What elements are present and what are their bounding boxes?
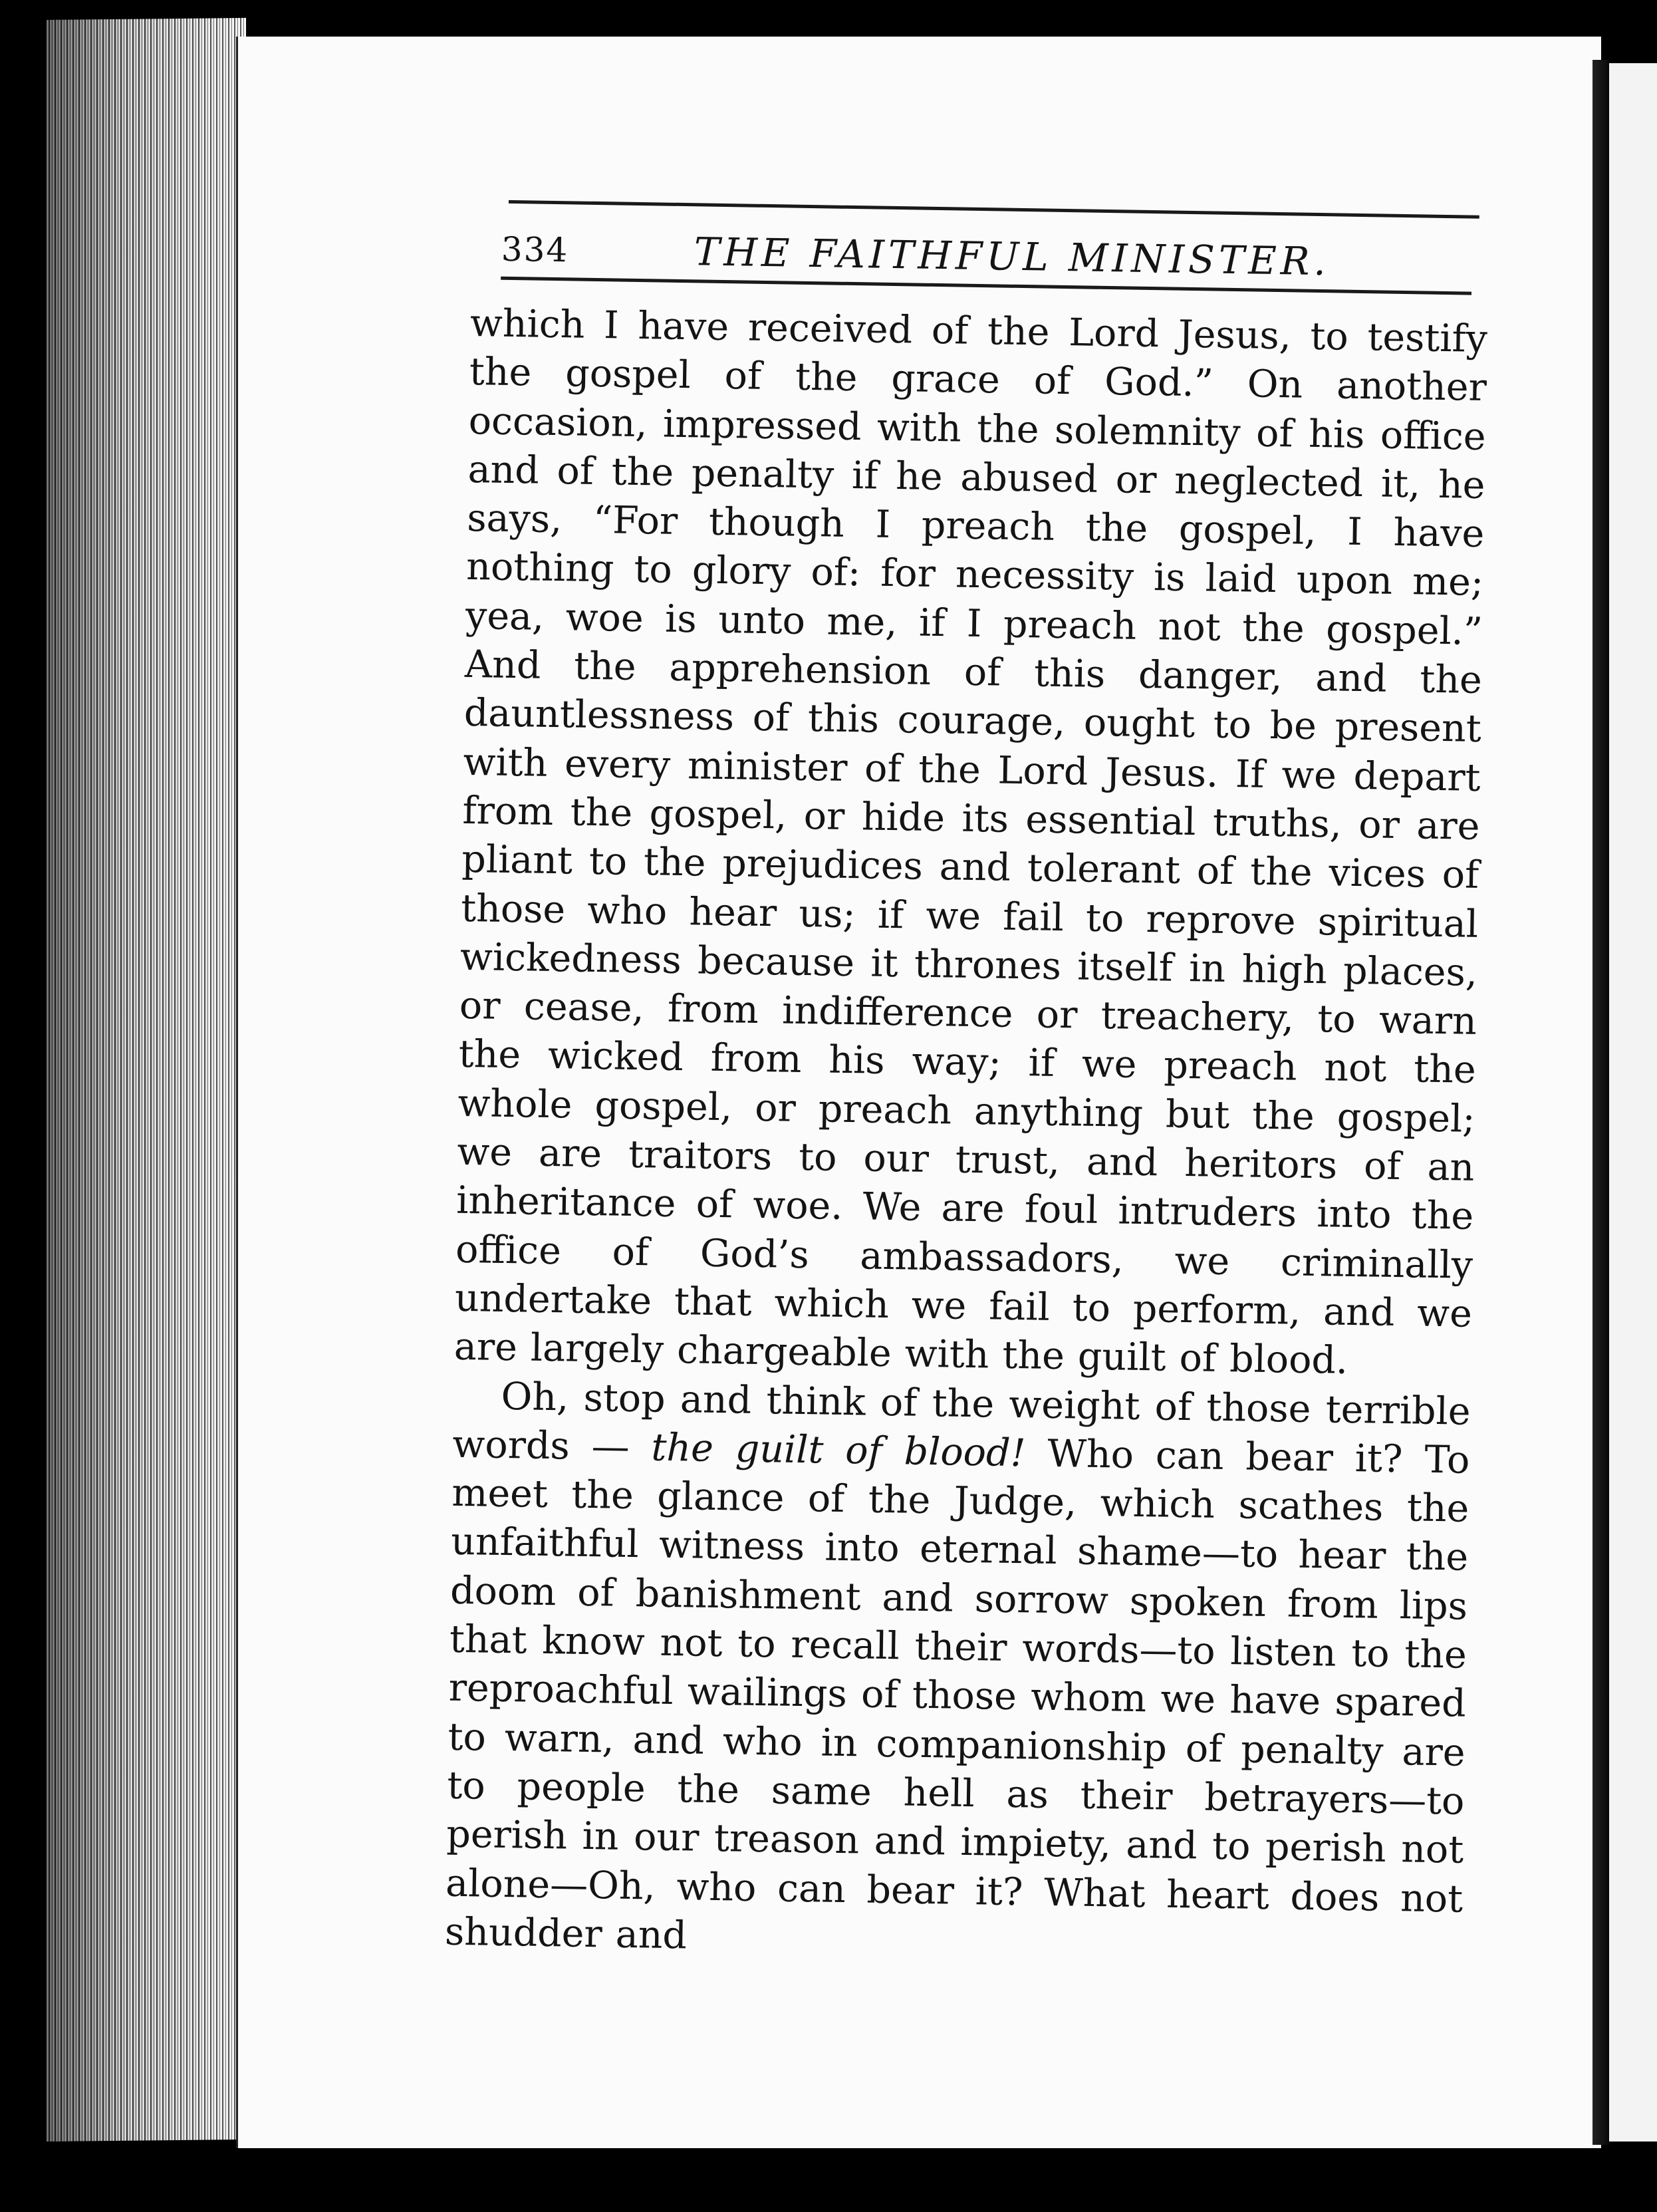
paragraph — [444, 1371, 1471, 1972]
facing-page-edge — [1609, 63, 1657, 2142]
paragraph-text: Who can bear it? To meet the glance of the Judge, which scathes the unfaithful witness into eternal shame—to hear the doom of banishment and sorrow spoken from lips that know not to recall their words—to listen to the reproachful wailings of those whom we have spared to warn, and who in companionship of penalty are to people the same hell as their betrayers—to perish in our treason and impiety, and to perish not alone—Oh, who can bear it? What heart does not shudder and — [444, 1431, 1470, 1958]
running-title: THE FAITHFUL MINISTER. — [694, 229, 1331, 285]
paragraph-text: Oh, stop and think of the weight of those terrible words — — [452, 1374, 1471, 1469]
paragraph: which I have received of the Lord Jesus, to testify the gospel of the grace of God.” On another occasion, impressed with the solemnity of his office and of the penalty if he abused or neglected it, he says, “For though I preach the gospel, I have nothing to glory of: for necessity is laid upon me; yea, woe is unto me, if I preach not the gospel.” And the apprehension of this danger, and the dauntlessness of this courage, ought to be present with every minister of the Lord Jesus. If we depart from the gospel, or hide its essential truths, or are pliant to the prejudices and tolerant of the vices of those who hear us; if we fail to reprove spiritual wickedness because it thrones itself in high places, or cease, from indifference or treachery, to warn the wicked from his way; if we preach not the whole gospel, or preach anything but the gospel; we are traitors to our trust, and heritors of an inheritance of woe. We are foul intruders into the office of God’s ambassadors, we criminally undertake that which we fail to perform, and we are largely chargeable with the guilt of blood. — [453, 301, 1488, 1383]
running-head — [501, 204, 1489, 292]
emphasized-text: the guilt of blood! — [651, 1425, 1026, 1476]
book-page-edges — [47, 18, 246, 2142]
page-content — [444, 200, 1489, 1973]
page-number: 334 — [501, 229, 569, 270]
body-text — [444, 299, 1487, 1973]
